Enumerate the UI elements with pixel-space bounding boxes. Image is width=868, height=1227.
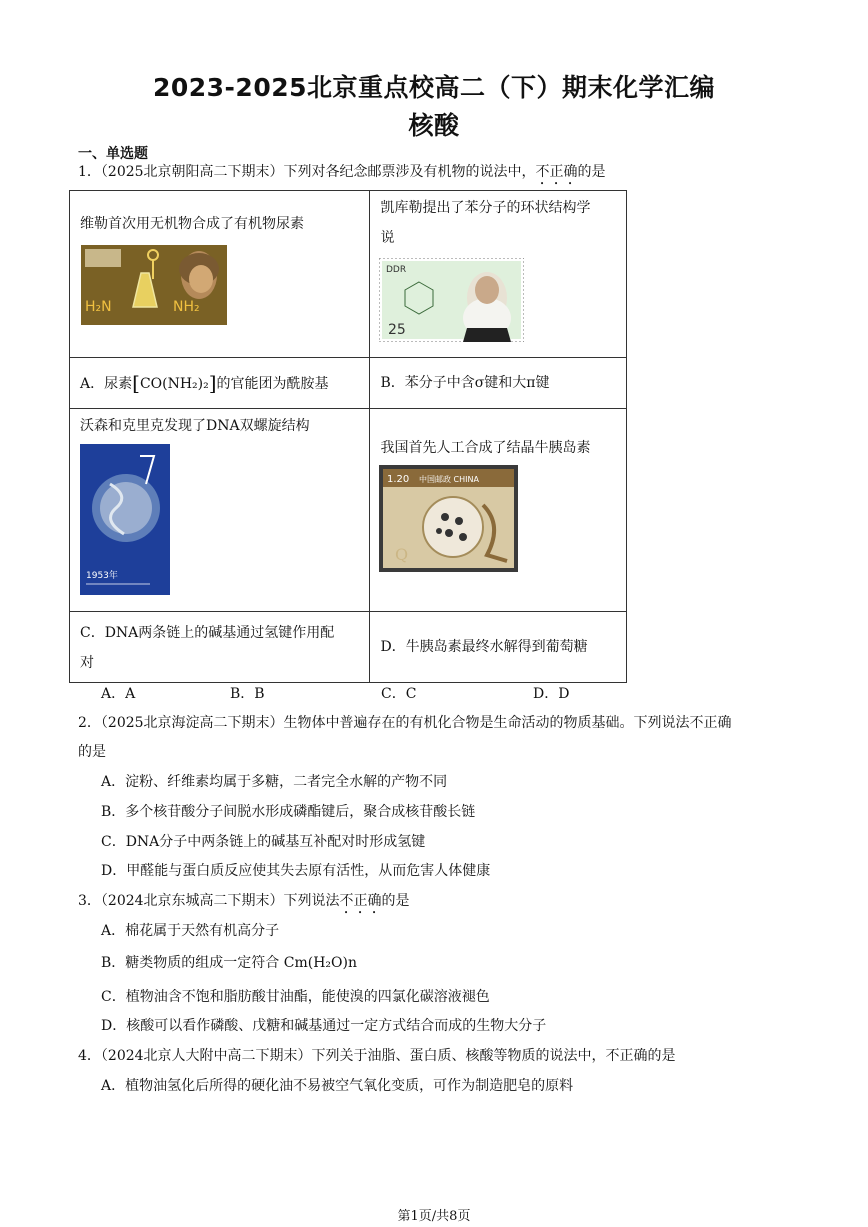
svg-text:Q: Q — [395, 545, 409, 564]
choice-c: C．C — [381, 686, 417, 702]
stamp-c-year: 1953年 — [86, 571, 118, 581]
question-3-option-b: B．糖类物质的组成一定符合 Cm(H₂O)n — [101, 955, 357, 971]
urea-formula: CO(NH₂)₂ — [139, 376, 209, 392]
option-a-text: A．尿素[CO(NH₂)₂]的官能团为酰胺基 — [80, 371, 329, 395]
page-subtitle: 核酸 — [408, 111, 460, 140]
kekule-stamp-image — [379, 258, 524, 342]
stamp-b-country: DDR — [386, 265, 407, 275]
stamp-a-nh2: NH₂ — [173, 299, 200, 315]
section-heading: 一、单选题 — [78, 146, 148, 162]
question-2-stem-1: 2．（2025北京海淀高二下期末）生物体中普遍存在的有机化合物是生命活动的物质基础。下列说法不正确 — [78, 715, 732, 731]
stamp-a-h2n: H₂N — [85, 299, 112, 315]
question-3-option-c: C．植物油含不饱和脂肪酸甘油酯，能使溴的四氯化碳溶液褪色 — [101, 989, 490, 1005]
cell-c-stamp — [70, 409, 369, 611]
question-2-option-b: B．多个核苷酸分子间脱水形成磷酯键后，聚合成核苷酸长链 — [101, 804, 476, 820]
question-3-option-d: D．核酸可以看作磷酸、戊糖和碱基通过一定方式结合而成的生物大分子 — [101, 1018, 547, 1034]
question-4-option-a: A．植物油氢化后所得的硬化油不易被空气氧化变质，可作为制造肥皂的原料 — [101, 1078, 574, 1094]
option-b-text: B．苯分子中含σ键和大π键 — [380, 375, 550, 391]
question-2-option-c: C．DNA分子中两条链上的碱基互补配对时形成氢键 — [101, 834, 426, 850]
stamp-d-country: 中国邮政 CHINA — [419, 475, 480, 484]
option-c-text-2: 对 — [80, 655, 94, 671]
wohler-urea-stamp-image — [81, 245, 227, 325]
stamp-table — [69, 190, 627, 683]
cell-d-stamp — [370, 409, 626, 611]
cell-c-caption: 沃森和克里克发现了DNA双螺旋结构 — [80, 418, 310, 434]
option-c-text-1: C．DNA两条链上的碱基通过氢键作用配 — [80, 625, 335, 641]
page-footer: 第1页/共8页 — [397, 1209, 471, 1224]
cell-b-stamp — [370, 191, 626, 357]
question-1-stem: 1．（2025北京朝阳高二下期末）下列对各纪念邮票涉及有机物的说法中，不正确的是 — [78, 164, 606, 180]
cell-a-stamp — [70, 191, 369, 357]
question-4-stem: 4．（2024北京人大附中高二下期末）下列关于油脂、蛋白质、核酸等物质的说法中，不正确的是 — [78, 1048, 676, 1064]
option-c-cell — [70, 612, 369, 682]
choice-b: B．B — [230, 686, 265, 702]
option-d-cell — [370, 612, 626, 682]
question-3-option-a: A．棉花属于天然有机高分子 — [101, 923, 280, 939]
stamp-b-value: 25 — [388, 322, 407, 338]
option-a-cell — [70, 358, 369, 408]
page-title: 2023-2025北京重点校高二（下）期末化学汇编 — [152, 73, 716, 102]
question-2-option-a: A．淀粉、纤维素均属于多糖，二者完全水解的产物不同 — [101, 774, 448, 790]
option-b-cell — [370, 358, 626, 408]
question-3-stem: 3．（2024北京东城高二下期末）下列说法不正确的是 — [78, 893, 410, 909]
carbohydrate-formula: Cm(H₂O)n — [283, 955, 357, 971]
stamp-d-value: 1.20 — [387, 474, 410, 485]
cell-b-caption-2: 说 — [380, 230, 395, 246]
cell-b-caption-1: 凯库勒提出了苯分子的环状结构学 — [380, 200, 591, 216]
insulin-stamp-image — [379, 465, 518, 572]
cell-d-caption: 我国首先人工合成了结晶牛胰岛素 — [380, 440, 591, 456]
choice-a: A．A — [101, 686, 136, 702]
question-2-option-d: D．甲醛能与蛋白质反应使其失去原有活性，从而危害人体健康 — [101, 863, 491, 879]
dna-stamp-image — [80, 444, 170, 595]
option-d-text: D．牛胰岛素最终水解得到葡萄糖 — [380, 639, 588, 655]
choice-d: D．D — [533, 686, 570, 702]
question-2-stem-2: 的是 — [78, 744, 106, 760]
cell-a-caption: 维勒首次用无机物合成了有机物尿素 — [80, 216, 304, 232]
